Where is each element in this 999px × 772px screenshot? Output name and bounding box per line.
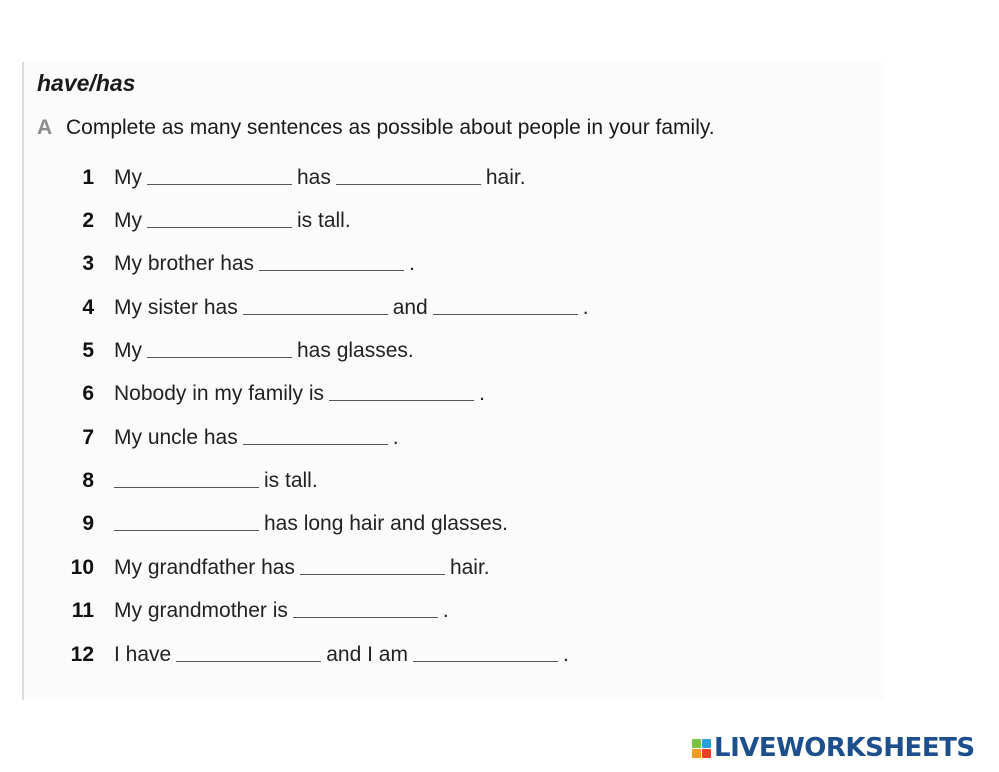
sentence-text: is tall. (297, 209, 351, 232)
answer-blank[interactable] (259, 269, 404, 271)
item-number: 9 (82, 512, 94, 535)
sentence-text: I have (114, 643, 172, 666)
answer-blank[interactable] (147, 356, 292, 358)
sentence-item (60, 426, 399, 456)
sentence-item (60, 469, 318, 499)
sentence-item (60, 252, 415, 282)
sentence-item (60, 209, 351, 239)
logo-square-blue (702, 739, 711, 748)
logo-square-red (702, 749, 711, 758)
sentence-text: hair. (485, 166, 526, 189)
logo-text: LIVEWORKSHEETS (714, 733, 975, 763)
item-number: 2 (82, 209, 94, 232)
sentence-item (60, 643, 569, 673)
liveworksheets-logo (692, 733, 975, 763)
sentence-text: My grandmother is (114, 599, 288, 622)
sentence-text: My (114, 209, 142, 232)
item-number: 11 (71, 599, 94, 622)
answer-blank[interactable] (114, 486, 259, 488)
answer-blank[interactable] (243, 443, 388, 445)
item-number: 7 (82, 426, 94, 449)
item-number: 12 (70, 643, 94, 666)
sentence-item (60, 382, 485, 412)
sentence-text: My sister has (114, 296, 238, 319)
sentence-item (60, 556, 490, 586)
sentence-item (60, 296, 589, 326)
sentence-text: My brother has (114, 252, 255, 275)
logo-grid-icon (692, 739, 711, 758)
item-number: 5 (82, 339, 94, 362)
sentence-text: . (409, 252, 415, 275)
item-number: 8 (82, 469, 94, 492)
sentence-text: and I am (326, 643, 408, 666)
item-number: 10 (70, 556, 94, 579)
sentence-text: hair. (449, 556, 490, 579)
sentence-text: . (392, 426, 399, 449)
sentence-text: has (297, 166, 331, 189)
sentence-text: My uncle has (114, 426, 238, 449)
sentence-text: Nobody in my family is (114, 382, 325, 405)
sentence-text: and (392, 296, 428, 319)
item-number: 1 (82, 166, 94, 189)
answer-blank[interactable] (114, 529, 259, 531)
instruction-text: Complete as many sentences as possible about people in your family. (66, 116, 715, 139)
worksheet-title: have/has (37, 70, 136, 96)
answer-blank[interactable] (293, 616, 438, 618)
logo-square-green (692, 739, 701, 748)
sentence-item (60, 166, 526, 196)
sentence-text: My (114, 339, 142, 362)
sentence-text: has long hair and glasses. (264, 512, 508, 535)
answer-blank[interactable] (147, 183, 292, 185)
answer-blank[interactable] (300, 573, 445, 575)
sentence-text: . (479, 382, 485, 405)
sentence-text: . (562, 643, 569, 666)
instruction-letter: A (37, 116, 53, 139)
item-number: 3 (82, 252, 94, 275)
answer-blank[interactable] (413, 660, 558, 662)
sentence-text: has glasses. (297, 339, 414, 362)
answer-blank[interactable] (243, 313, 388, 315)
sentence-text: My (114, 166, 142, 189)
answer-blank[interactable] (336, 183, 481, 185)
item-number: 6 (82, 382, 94, 405)
sentence-item (60, 599, 449, 629)
item-number: 4 (82, 296, 94, 319)
sentence-text: My grandfather has (114, 556, 295, 579)
instruction (37, 116, 715, 140)
sentence-item (60, 512, 508, 542)
answer-blank[interactable] (433, 313, 578, 315)
answer-blank[interactable] (329, 399, 474, 401)
answer-blank[interactable] (176, 660, 321, 662)
answer-blank[interactable] (147, 226, 292, 228)
logo-square-orange (692, 749, 701, 758)
sentence-text: . (442, 599, 449, 622)
sentence-text: . (582, 296, 589, 319)
sentence-item (60, 339, 414, 369)
sentence-text: is tall. (264, 469, 318, 492)
